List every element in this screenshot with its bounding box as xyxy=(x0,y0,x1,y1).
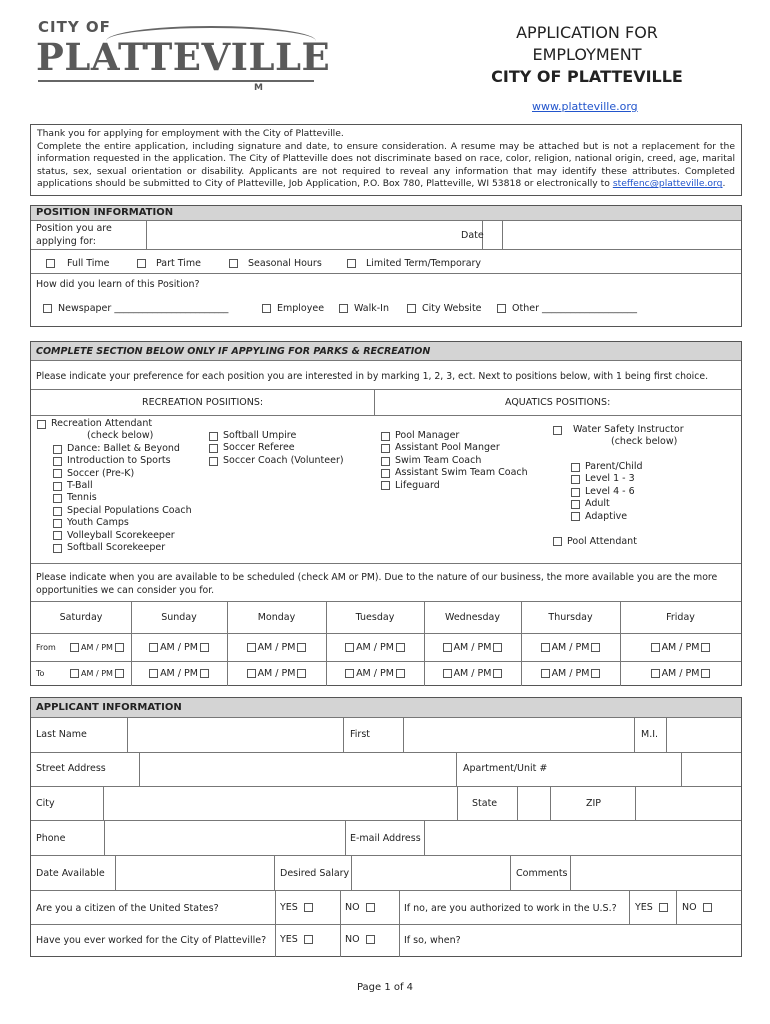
rec-sub-3[interactable]: T-Ball xyxy=(37,480,192,492)
date-label: Date xyxy=(461,230,484,241)
am-checkbox[interactable] xyxy=(70,643,79,652)
part-time-option[interactable]: Part Time xyxy=(137,258,201,269)
mi-field[interactable] xyxy=(666,718,741,752)
email-link[interactable]: steffenc@platteville.org xyxy=(612,178,723,190)
pm-checkbox[interactable] xyxy=(396,669,405,678)
comments-label: Comments xyxy=(516,868,568,879)
from-ampm-cell[interactable]: AM / PM xyxy=(131,633,227,661)
wsi-sub-3[interactable]: Adult xyxy=(571,498,643,510)
rec-attendant-group xyxy=(37,418,192,554)
rec-sub-checkbox[interactable] xyxy=(53,469,62,478)
comments-field[interactable] xyxy=(570,855,741,890)
apartment-label: Apartment/Unit # xyxy=(463,763,548,774)
worked-no-option[interactable]: NO xyxy=(345,934,375,945)
to-ampm-cell[interactable]: AM / PM xyxy=(227,661,326,686)
date-field[interactable] xyxy=(502,221,741,249)
website-link[interactable]: www.platteville.org xyxy=(532,100,638,113)
parks-section xyxy=(30,341,742,686)
city-logo xyxy=(36,16,331,96)
rec-sub-2[interactable]: Soccer (Pre-K) xyxy=(37,468,192,480)
soccer-coach-checkbox[interactable] xyxy=(209,457,218,466)
state-field[interactable] xyxy=(517,786,551,820)
first-name-label: First xyxy=(350,729,370,740)
divider xyxy=(399,890,400,924)
when-field[interactable] xyxy=(463,924,741,957)
rec-sub-checkbox[interactable] xyxy=(53,494,62,503)
other-checkbox[interactable] xyxy=(497,304,506,313)
logo-wordmark: PLATTEVILLE xyxy=(36,35,331,79)
rec-sub-5[interactable]: Special Populations Coach xyxy=(37,505,192,517)
worked-yes-checkbox[interactable] xyxy=(304,935,313,944)
other-option[interactable]: Other ____________________ xyxy=(497,303,637,314)
rec-attendant-checkbox[interactable] xyxy=(37,420,46,429)
pool-manager-option[interactable]: Pool Manager xyxy=(381,430,528,442)
rec-sub-7[interactable]: Volleyball Scorekeeper xyxy=(37,530,192,542)
title-line-3: CITY OF PLATTEVILLE xyxy=(491,67,683,86)
am-checkbox[interactable] xyxy=(651,669,660,678)
employee-option[interactable]: Employee xyxy=(262,303,324,314)
first-name-field[interactable] xyxy=(403,718,635,752)
citizen-yes-checkbox[interactable] xyxy=(304,903,313,912)
title-line-2: EMPLOYMENT xyxy=(532,45,642,64)
am-checkbox[interactable] xyxy=(443,643,452,652)
state-label: State xyxy=(472,798,498,809)
divider xyxy=(340,924,341,957)
pm-checkbox[interactable] xyxy=(701,669,710,678)
am-checkbox[interactable] xyxy=(247,643,256,652)
desired-salary-label: Desired Salary xyxy=(280,868,350,879)
pm-checkbox[interactable] xyxy=(200,669,209,678)
pm-checkbox[interactable] xyxy=(591,669,600,678)
limited-term-option[interactable]: Limited Term/Temporary xyxy=(347,258,481,269)
last-name-label: Last Name xyxy=(36,729,87,740)
citizen-no-checkbox[interactable] xyxy=(366,903,375,912)
authorized-question: If no, are you authorized to work in the U.S.? xyxy=(404,903,617,914)
divider xyxy=(676,890,677,924)
city-website-option[interactable]: City Website xyxy=(407,303,482,314)
wsi-sub-group xyxy=(571,461,643,523)
from-ampm-cell[interactable]: AM / PM xyxy=(424,633,521,661)
wsi-sub-checkbox[interactable] xyxy=(571,500,580,509)
soccer-coach-option[interactable]: Soccer Coach (Volunteer) xyxy=(209,455,344,467)
asst-swim-coach-option[interactable]: Assistant Swim Team Coach xyxy=(381,467,528,479)
citizen-no-option[interactable]: NO xyxy=(345,902,375,913)
day-header: Thursday xyxy=(548,611,593,623)
worked-question: Have you ever worked for the City of Platteville? xyxy=(36,935,267,946)
availability-grid xyxy=(31,601,741,686)
am-checkbox[interactable] xyxy=(443,669,452,678)
phone-field[interactable] xyxy=(104,820,346,855)
intro-box xyxy=(30,124,742,196)
parks-header: COMPLETE SECTION BELOW ONLY IF APPYLING FOR PARKS & RECREATION xyxy=(31,342,741,361)
learn-label: How did you learn of this Position? xyxy=(36,279,200,290)
aqua-checkbox[interactable] xyxy=(381,457,390,466)
rec-sub-checkbox[interactable] xyxy=(53,457,62,466)
rec-sub-8[interactable]: Softball Scorekeeper xyxy=(37,542,192,554)
divider xyxy=(31,890,741,891)
pm-checkbox[interactable] xyxy=(493,643,502,652)
pm-checkbox[interactable] xyxy=(297,669,306,678)
day-header: Wednesday xyxy=(444,611,500,623)
pm-checkbox[interactable] xyxy=(591,643,600,652)
day-header: Sunday xyxy=(161,611,197,623)
position-header: POSITION INFORMATION xyxy=(31,206,741,221)
day-header: Saturday xyxy=(59,611,103,623)
rec-sub-1[interactable]: Introduction to Sports xyxy=(37,455,192,467)
zip-label: ZIP xyxy=(586,798,602,809)
seasonal-option[interactable]: Seasonal Hours xyxy=(229,258,322,269)
rec-sub-checkbox[interactable] xyxy=(53,544,62,553)
rec-sub-checkbox[interactable] xyxy=(53,531,62,540)
divider xyxy=(399,924,400,957)
to-ampm-cell[interactable]: AM / PM xyxy=(326,661,424,686)
divider xyxy=(31,563,741,564)
wsi-option[interactable]: Water Safety Instructor xyxy=(553,424,684,436)
authorized-yes-checkbox[interactable] xyxy=(659,903,668,912)
aqua-checkbox[interactable] xyxy=(381,444,390,453)
to-label: To xyxy=(36,669,45,678)
apartment-field[interactable] xyxy=(681,752,741,786)
full-time-checkbox[interactable] xyxy=(46,259,55,268)
am-checkbox[interactable] xyxy=(345,643,354,652)
desired-salary-field[interactable] xyxy=(351,855,511,890)
to-ampm-cell[interactable]: AM / PM xyxy=(424,661,521,686)
day-header: Tuesday xyxy=(355,611,395,623)
city-field[interactable] xyxy=(103,786,458,820)
city-website-checkbox[interactable] xyxy=(407,304,416,313)
from-label: From xyxy=(36,642,56,652)
authorized-no-option[interactable]: NO xyxy=(682,902,712,913)
position-applying-label: Position you are applying for: xyxy=(36,223,112,247)
pm-checkbox[interactable] xyxy=(200,643,209,652)
wsi-checkbox[interactable] xyxy=(553,426,562,435)
rec-check-below: (check below) xyxy=(87,430,154,442)
page-number: Page 1 of 4 xyxy=(356,982,414,993)
lifeguard-option[interactable]: Lifeguard xyxy=(381,480,528,492)
to-ampm-cell[interactable]: AM / PM xyxy=(521,661,620,686)
email-label: E-mail Address xyxy=(350,833,421,844)
wsi-sub-0[interactable]: Parent/Child xyxy=(571,461,643,473)
aqua-positions-header: AQUATICS POSITIONS: xyxy=(505,397,611,408)
applicant-header: APPLICANT INFORMATION xyxy=(31,698,741,718)
rec-sub-checkbox[interactable] xyxy=(53,519,62,528)
aqua-checkbox[interactable] xyxy=(381,432,390,441)
availability-instruction: Please indicate when you are available to be scheduled (check AM or PM). Due to the nature of our business, the more available you are the more opportunities we can consider you for. xyxy=(36,572,718,596)
citizen-yes-option[interactable]: YES xyxy=(280,902,313,913)
pm-checkbox[interactable] xyxy=(701,643,710,652)
aqua-checkbox[interactable] xyxy=(381,481,390,490)
parks-instruction: Please indicate your preference for each position you are interested in by marking 1, 2, 3, ect. Next to positions below, with 1 being first choice. xyxy=(36,371,709,382)
part-time-checkbox[interactable] xyxy=(137,259,146,268)
wsi-sub-4[interactable]: Adaptive xyxy=(571,511,643,523)
from-ampm-cell[interactable]: AM / PM xyxy=(63,633,131,661)
day-header: Monday xyxy=(257,611,296,623)
rec-sub-0[interactable]: Dance: Ballet & Beyond xyxy=(37,443,192,455)
assistant-pool-manager-option[interactable]: Assistant Pool Manger xyxy=(381,442,528,454)
when-question: If so, when? xyxy=(404,935,461,946)
divider xyxy=(374,389,375,415)
from-ampm-cell[interactable]: AM / PM xyxy=(620,633,741,661)
phone-label: Phone xyxy=(36,833,66,844)
pm-checkbox[interactable] xyxy=(396,643,405,652)
pm-checkbox[interactable] xyxy=(115,643,124,652)
city-label: City xyxy=(36,798,55,809)
wsi-check-below: (check below) xyxy=(611,436,678,448)
from-ampm-cell[interactable]: AM / PM xyxy=(326,633,424,661)
softball-umpire-checkbox[interactable] xyxy=(209,432,218,441)
wsi-sub-checkbox[interactable] xyxy=(571,475,580,484)
am-checkbox[interactable] xyxy=(345,669,354,678)
date-available-label: Date Available xyxy=(36,868,105,879)
rec-col2-group xyxy=(209,430,344,467)
newspaper-option[interactable]: Newspaper ________________________ xyxy=(43,303,228,314)
from-ampm-cell[interactable]: AM / PM xyxy=(227,633,326,661)
am-checkbox[interactable] xyxy=(541,643,550,652)
day-header: Friday xyxy=(666,611,695,623)
zip-field[interactable] xyxy=(635,786,741,820)
swim-team-coach-option[interactable]: Swim Team Coach xyxy=(381,455,528,467)
divider xyxy=(31,415,741,416)
pm-checkbox[interactable] xyxy=(493,669,502,678)
mi-label: M.I. xyxy=(641,729,659,740)
soccer-referee-checkbox[interactable] xyxy=(209,444,218,453)
last-name-field[interactable] xyxy=(127,718,344,752)
pm-checkbox[interactable] xyxy=(297,643,306,652)
applicant-section xyxy=(30,697,742,957)
limited-term-checkbox[interactable] xyxy=(347,259,356,268)
am-checkbox[interactable] xyxy=(541,669,550,678)
am-checkbox[interactable] xyxy=(149,669,158,678)
walk-in-checkbox[interactable] xyxy=(339,304,348,313)
rec-sub-checkbox[interactable] xyxy=(53,482,62,491)
wsi-sub-1[interactable]: Level 1 - 3 xyxy=(571,473,643,485)
rec-sub-4[interactable]: Tennis xyxy=(37,492,192,504)
am-checkbox[interactable] xyxy=(651,643,660,652)
wsi-sub-checkbox[interactable] xyxy=(571,463,580,472)
citizen-question: Are you a citizen of the United States? xyxy=(36,903,219,914)
am-checkbox[interactable] xyxy=(149,643,158,652)
am-checkbox[interactable] xyxy=(70,669,79,678)
pm-checkbox[interactable] xyxy=(115,669,124,678)
pool-attendant-option[interactable]: Pool Attendant xyxy=(553,536,637,547)
aqua-checkbox[interactable] xyxy=(381,469,390,478)
logo-underline xyxy=(38,80,314,82)
divider xyxy=(275,890,276,924)
am-checkbox[interactable] xyxy=(247,669,256,678)
logo-city-of: CITY OF xyxy=(38,18,111,36)
rec-sub-checkbox[interactable] xyxy=(53,507,62,516)
to-ampm-cell[interactable]: AM / PM xyxy=(131,661,227,686)
worked-yes-option[interactable]: YES xyxy=(280,934,313,945)
wsi-sub-checkbox[interactable] xyxy=(571,512,580,521)
title-line-1: APPLICATION FOR xyxy=(516,23,658,42)
newspaper-checkbox[interactable] xyxy=(43,304,52,313)
divider xyxy=(31,273,741,274)
walk-in-option[interactable]: Walk-In xyxy=(339,303,389,314)
form-title xyxy=(470,22,704,88)
rec-attendant-option[interactable]: Recreation Attendant xyxy=(37,418,192,430)
date-available-field[interactable] xyxy=(115,855,275,890)
from-ampm-cell[interactable]: AM / PM xyxy=(521,633,620,661)
divider xyxy=(31,249,741,250)
pool-attendant-checkbox[interactable] xyxy=(553,537,562,546)
divider xyxy=(340,890,341,924)
wsi-sub-checkbox[interactable] xyxy=(571,488,580,497)
street-label: Street Address xyxy=(36,763,106,774)
intro-instructions: Complete the entire application, including signature and date, to ensure consideration. A resume may be attached but is not a replacement for the information requested in the application. The City of Platteville does not discriminate based on race, color, religion, national origin, creed, age, marital status, sex, sexual orientation or disability. Applicants are not required to reveal any information that may identify these attributes. Completed applications should be submitted to City of Platteville, Job Application, P.O. Box 780, Platteville, WI 53818 or electronically to steffenc@platteville.org. xyxy=(37,140,735,190)
wsi-sub-2[interactable]: Level 4 - 6 xyxy=(571,486,643,498)
rec-sub-checkbox[interactable] xyxy=(53,445,62,454)
position-section xyxy=(30,205,742,327)
wsi-group xyxy=(553,424,684,449)
divider xyxy=(275,924,276,957)
to-ampm-cell[interactable]: AM / PM xyxy=(620,661,741,686)
logo-mark: M xyxy=(254,83,263,93)
soccer-referee-option[interactable]: Soccer Referee xyxy=(209,442,344,454)
divider xyxy=(629,890,630,924)
authorized-no-checkbox[interactable] xyxy=(703,903,712,912)
to-ampm-cell[interactable]: AM / PM xyxy=(63,661,131,686)
street-field[interactable] xyxy=(139,752,457,786)
employee-checkbox[interactable] xyxy=(262,304,271,313)
position-applying-field[interactable] xyxy=(146,221,483,249)
worked-no-checkbox[interactable] xyxy=(366,935,375,944)
rec-sub-6[interactable]: Youth Camps xyxy=(37,517,192,529)
rec-positions-header: RECREATION POSIITIONS: xyxy=(142,397,264,408)
softball-umpire-option[interactable]: Softball Umpire xyxy=(209,430,344,442)
authorized-yes-option[interactable]: YES xyxy=(635,902,668,913)
divider xyxy=(31,389,741,390)
aqua-col1-group xyxy=(381,430,528,492)
intro-thanks: Thank you for applying for employment with the City of Platteville. xyxy=(37,128,344,139)
email-field[interactable] xyxy=(424,820,741,855)
full-time-option[interactable]: Full Time xyxy=(46,258,110,269)
seasonal-checkbox[interactable] xyxy=(229,259,238,268)
